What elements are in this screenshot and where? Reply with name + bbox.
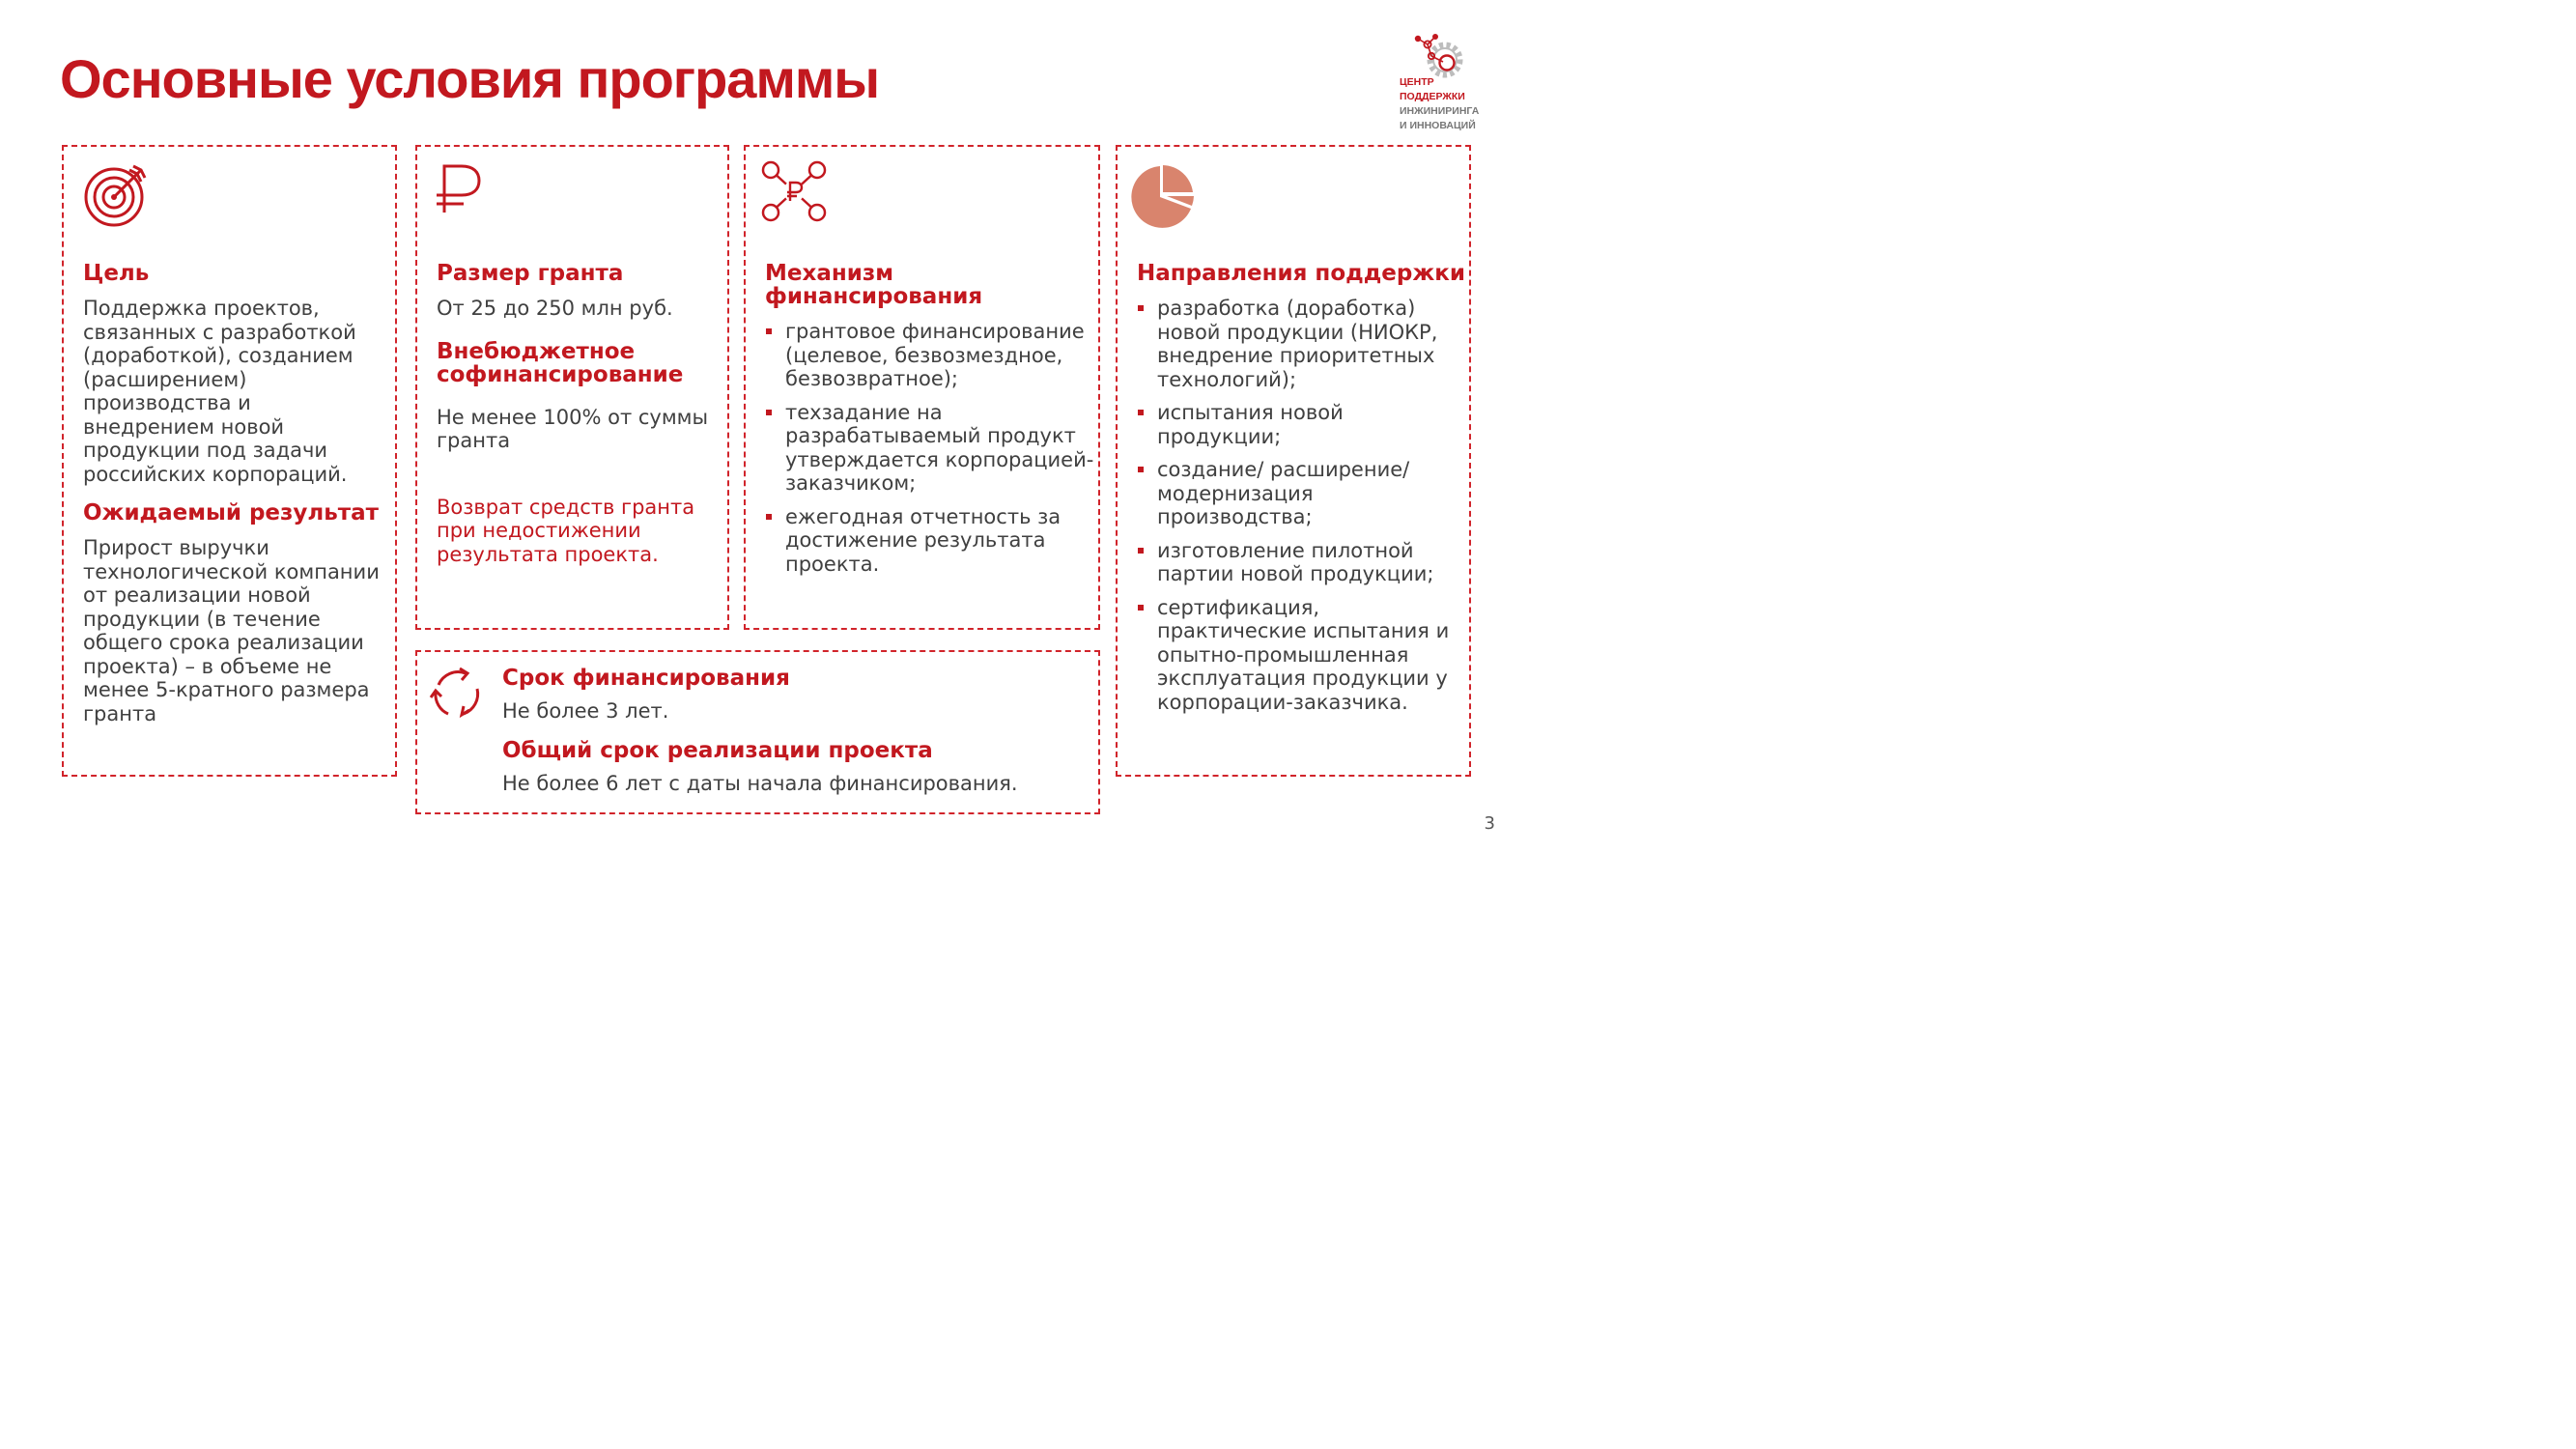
expected-result-text: Прирост выручки технологической компании от реализации новой продукции (в течение общего срока реализации проекта) – в объеме не менее 5-кратного размера гранта	[83, 536, 380, 725]
cycle-arrows-icon	[427, 664, 487, 724]
directions-item: сертификация, практические испытания и опытно-промышленная эксплуатация продукции у корпорации-заказчика.	[1137, 596, 1470, 715]
logo-line-2: ПОДДЕРЖКИ	[1400, 91, 1465, 102]
goal-text: Поддержка проектов, связанных с разработкой (доработкой), созданием (расширением) производства и внедрением новой продукции под задачи российских корпораций.	[83, 297, 356, 486]
directions-item: создание/ расширение/ модернизация производства;	[1137, 458, 1470, 529]
target-icon	[77, 156, 155, 234]
goal-heading: Цель	[83, 261, 150, 286]
directions-card	[1116, 145, 1471, 777]
mechanism-item: техзадание на разрабатываемый продукт утверждается корпорацией-заказчиком;	[765, 401, 1098, 496]
directions-item: испытания новой продукции;	[1137, 401, 1470, 448]
page-number: 3	[1484, 813, 1495, 834]
mechanism-item: грантовое финансирование (целевое, безвозмездное, безвозвратное);	[765, 320, 1098, 391]
mechanism-card	[744, 145, 1100, 630]
page-title: Основные условия программы	[60, 48, 880, 109]
directions-item: изготовление пилотной партии новой продукции;	[1137, 539, 1470, 586]
mechanism-list	[765, 320, 1098, 576]
grant-card	[415, 145, 729, 630]
cofinancing-text: Не менее 100% от суммы гранта	[437, 405, 709, 452]
expected-result-heading: Ожидаемый результат	[83, 500, 379, 526]
goal-card	[62, 145, 397, 777]
grant-text: От 25 до 250 млн руб.	[437, 297, 673, 320]
term-card	[415, 650, 1100, 814]
term-text: Не более 3 лет.	[502, 699, 669, 723]
pie-chart-icon	[1127, 162, 1197, 232]
grant-heading: Размер гранта	[437, 261, 624, 286]
directions-list	[1137, 297, 1470, 714]
mechanism-heading: Механизм финансирования	[765, 261, 983, 309]
logo-line-1: ЦЕНТР	[1400, 76, 1434, 88]
ruble-network-icon	[757, 156, 831, 226]
logo-line-3: ИНЖИНИРИНГА	[1400, 105, 1480, 117]
logo-line-4: И ИННОВАЦИЙ	[1400, 120, 1476, 131]
ruble-icon	[431, 158, 489, 226]
total-term-heading: Общий срок реализации проекта	[502, 737, 933, 763]
total-term-text: Не более 6 лет с даты начала финансирования.	[502, 771, 1018, 795]
directions-item: разработка (доработка) новой продукции (НИОКР, внедрение приоритетных технологий);	[1137, 297, 1470, 391]
brand-logo	[1391, 31, 1487, 137]
mechanism-item: ежегодная отчетность за достижение результата проекта.	[765, 505, 1098, 577]
logo-text	[1400, 75, 1488, 133]
grant-refund-note: Возврат средств гранта при недостижении результата проекта.	[437, 495, 695, 566]
term-heading: Срок финансирования	[502, 666, 790, 691]
cofinancing-heading: Внебюджетное софинансирование	[437, 338, 684, 387]
directions-heading: Направления поддержки	[1137, 261, 1465, 286]
